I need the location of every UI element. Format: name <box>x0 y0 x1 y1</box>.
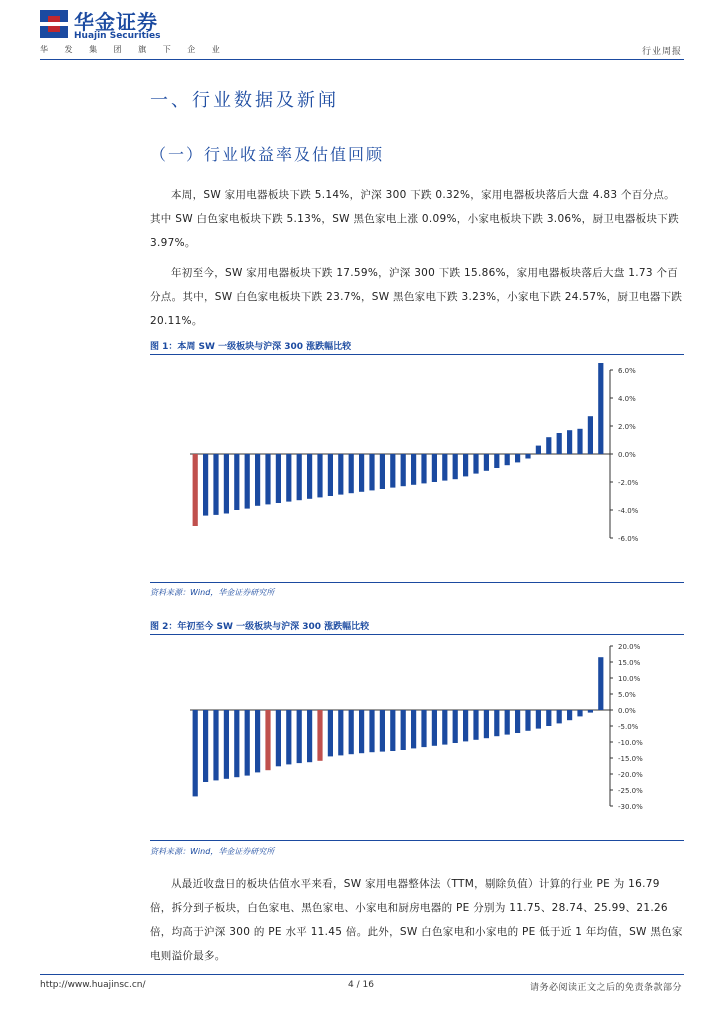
bar-mark <box>453 710 458 743</box>
bar-mark <box>203 710 208 782</box>
bar-mark <box>317 454 322 497</box>
bar-mark <box>525 454 530 459</box>
bar-mark <box>245 454 250 509</box>
bar-mark <box>505 454 510 465</box>
company-slogan: 华 发 集 团 旗 下 企 业 <box>40 45 227 54</box>
bar-mark <box>494 710 499 736</box>
y-tick-label: 10.0% <box>618 675 641 683</box>
figure-1-source: 资料来源：Wind，华金证券研究所 <box>150 588 275 597</box>
company-logo-icon <box>40 10 68 38</box>
bar-mark <box>463 710 468 741</box>
y-tick-label: 6.0% <box>618 367 636 375</box>
bar-mark <box>234 454 239 510</box>
bar-mark <box>265 454 270 504</box>
bar-mark <box>349 454 354 493</box>
bar-mark <box>203 454 208 516</box>
bar-mark <box>224 710 229 779</box>
figure-2-chart <box>150 638 684 838</box>
bar-mark <box>265 710 270 770</box>
y-tick-label: 0.0% <box>618 707 636 715</box>
bar-mark <box>484 454 489 471</box>
footer-disclaimer: 请务必阅读正文之后的免责条款部分 <box>529 983 682 993</box>
y-tick-label: -6.0% <box>618 535 639 543</box>
bar-mark <box>432 710 437 746</box>
subsection-title: （一）行业收益率及估值回顾 <box>150 145 385 164</box>
bar-mark <box>338 710 343 755</box>
y-tick-label: 15.0% <box>618 659 641 667</box>
bar-mark <box>286 454 291 502</box>
bar-mark <box>401 710 406 750</box>
bar-mark <box>598 363 603 454</box>
y-tick-label: 0.0% <box>618 451 636 459</box>
bar-mark <box>349 710 354 754</box>
bar-mark <box>338 454 343 495</box>
y-tick-label: -30.0% <box>618 803 643 811</box>
bar-mark <box>567 430 572 454</box>
bar-mark <box>297 454 302 500</box>
y-tick-label: -15.0% <box>618 755 643 763</box>
bar-mark <box>536 710 541 729</box>
bar-mark <box>255 710 260 772</box>
y-tick-label: -25.0% <box>618 787 643 795</box>
bar-mark <box>525 710 530 731</box>
paragraph-ytd: 年初至今，SW 家用电器板块下跌 17.59%，沪深 300 下跌 15.86%，家用电器板块落后大盘 1.73 个百分点。其中，SW 白色家电板块下跌 23.7%，SW 黑色家电下跌 3.23%，小家电下跌 24.57%，厨卫电器下跌 20.11%。 <box>150 267 683 327</box>
bar-mark <box>598 657 603 710</box>
bar-mark <box>557 710 562 723</box>
bar-mark <box>588 710 593 713</box>
bar-mark <box>276 454 281 503</box>
y-tick-label: -5.0% <box>618 723 639 731</box>
bar-mark <box>494 454 499 468</box>
figure-1-bottom-rule <box>150 582 684 583</box>
bar-mark <box>411 710 416 748</box>
y-tick-label: 2.0% <box>618 423 636 431</box>
bar-mark <box>473 454 478 474</box>
figure-2-bottom-rule <box>150 840 684 841</box>
y-tick-label: -2.0% <box>618 479 639 487</box>
bar-mark <box>213 710 218 780</box>
bar-mark <box>286 710 291 764</box>
figure-1-top-rule <box>150 354 684 355</box>
bar-mark <box>505 710 510 735</box>
bar-mark <box>546 710 551 726</box>
figure-2-top-rule <box>150 634 684 635</box>
bar-mark <box>380 710 385 752</box>
bar-mark <box>193 454 198 526</box>
bar-mark <box>369 710 374 752</box>
bar-mark <box>307 454 312 499</box>
bar-mark <box>328 454 333 496</box>
bar-mark <box>401 454 406 486</box>
y-tick-label: -20.0% <box>618 771 643 779</box>
bar-mark <box>567 710 572 720</box>
bar-mark <box>369 454 374 490</box>
bar-mark <box>515 454 520 462</box>
bar-mark <box>421 454 426 483</box>
footer-page-number: 4 / 16 <box>348 980 374 990</box>
bar-mark <box>359 454 364 492</box>
paragraph-weekly: 本周，SW 家用电器板块下跌 5.14%，沪深 300 下跌 0.32%，家用电器板块落后大盘 4.83 个百分点。其中 SW 白色家电板块下跌 5.13%，SW 黑色家电上涨 0.09%，小家电板块下跌 3.06%，厨卫电器板块下跌 3.97%。 <box>150 189 679 249</box>
y-tick-label: 4.0% <box>618 395 636 403</box>
bar-mark <box>297 710 302 763</box>
bar-mark <box>588 416 593 454</box>
bar-mark <box>577 429 582 454</box>
bar-mark <box>432 454 437 482</box>
bar-mark <box>546 437 551 454</box>
bar-mark <box>193 710 198 796</box>
bar-mark <box>390 454 395 488</box>
report-type: 行业周报 <box>641 47 682 57</box>
footer-divider <box>40 974 684 975</box>
bar-mark <box>442 710 447 745</box>
figure-1-title: 图 1：本周 SW 一级板块与沪深 300 涨跌幅比较 <box>150 342 352 352</box>
section-title: 一、行业数据及新闻 <box>150 90 339 111</box>
figure-2-source: 资料来源：Wind，华金证券研究所 <box>150 847 275 856</box>
bar-mark <box>224 454 229 514</box>
y-tick-label: 5.0% <box>618 691 636 699</box>
company-name-cn: 华金证券 <box>74 10 158 34</box>
figure-1-chart <box>150 358 684 580</box>
bar-mark <box>359 710 364 753</box>
footer-url: http://www.huajinsc.cn/ <box>40 980 146 990</box>
y-tick-label: 20.0% <box>618 643 641 651</box>
bar-mark <box>421 710 426 747</box>
company-name-en: Huajin Securities <box>74 31 161 41</box>
bar-mark <box>442 454 447 481</box>
bar-mark <box>307 710 312 762</box>
bar-mark <box>577 710 582 716</box>
bar-mark <box>453 454 458 479</box>
bar-mark <box>276 710 281 766</box>
bar-mark <box>380 454 385 489</box>
header-divider <box>40 59 684 60</box>
figure-2-title: 图 2：年初至今 SW 一级板块与沪深 300 涨跌幅比较 <box>150 622 370 632</box>
bar-mark <box>255 454 260 506</box>
y-tick-label: -4.0% <box>618 507 639 515</box>
bar-mark <box>536 446 541 454</box>
bar-mark <box>463 454 468 476</box>
y-tick-label: -10.0% <box>618 739 643 747</box>
bar-mark <box>515 710 520 733</box>
bar-mark <box>557 433 562 454</box>
bar-mark <box>473 710 478 740</box>
bar-mark <box>484 710 489 738</box>
bar-mark <box>390 710 395 751</box>
bar-mark <box>213 454 218 515</box>
bar-mark <box>245 710 250 776</box>
bar-mark <box>328 710 333 756</box>
bar-mark <box>234 710 239 777</box>
bar-mark <box>411 454 416 485</box>
bar-mark <box>317 710 322 761</box>
paragraph-valuation: 从最近收盘日的板块估值水平来看，SW 家用电器整体法（TTM，剔除负值）计算的行业 PE 为 16.79 倍，拆分到子板块，白色家电、黑色家电、小家电和厨房电器的 PE 分别为 11.75、28.74、25.99、21.26 倍，均高于沪深 300 的 PE 水平 11.45 倍。此外，SW 白色家电和小家电的 PE 低于近 1 年均值，SW 黑色家电则溢价最多。 <box>150 878 683 962</box>
